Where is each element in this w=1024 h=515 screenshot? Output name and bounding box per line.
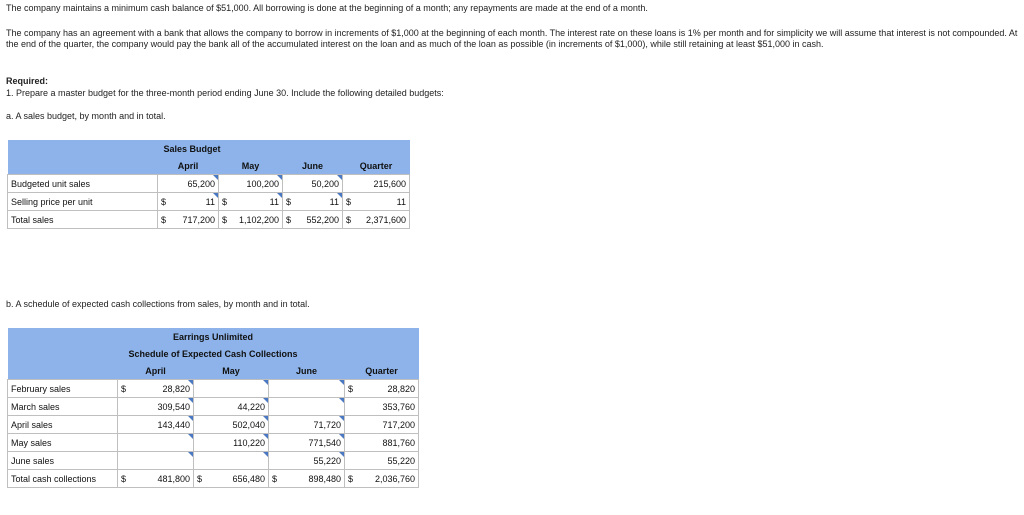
sales-col-may: May [219, 157, 283, 175]
sales-col-april: April [158, 157, 219, 175]
input-cell[interactable]: $ 11 [219, 193, 283, 211]
collections-subtitle: Schedule of Expected Cash Collections [8, 345, 419, 362]
input-cell[interactable] [194, 380, 269, 398]
cash-collections-table [7, 328, 419, 488]
value-cell: $ 717,200 [158, 211, 219, 229]
input-cell[interactable]: $ 11 [283, 193, 343, 211]
coll-col-june: June [269, 362, 345, 380]
row-label: Budgeted unit sales [8, 175, 158, 193]
value-cell: $ 1,102,200 [219, 211, 283, 229]
part-b-text: b. A schedule of expected cash collections from sales, by month and in total. [6, 299, 310, 309]
input-cell[interactable]: 44,220 [194, 398, 269, 416]
input-cell[interactable]: 100,200 [219, 175, 283, 193]
value-cell: 55,220 [345, 452, 419, 470]
sales-budget-title: Sales Budget [158, 140, 410, 157]
sales-col-quarter: Quarter [343, 157, 410, 175]
table-row [8, 452, 419, 470]
input-cell[interactable] [118, 452, 194, 470]
input-cell[interactable]: 71,720 [269, 416, 345, 434]
value-cell: $ 2,036,760 [345, 470, 419, 488]
input-cell[interactable]: 50,200 [283, 175, 343, 193]
row-label: Total sales [8, 211, 158, 229]
coll-col-quarter: Quarter [345, 362, 419, 380]
row-label: February sales [8, 380, 118, 398]
sales-col-june: June [283, 157, 343, 175]
value-cell: 353,760 [345, 398, 419, 416]
required-label: Required: [6, 76, 49, 86]
row-label: June sales [8, 452, 118, 470]
input-cell[interactable]: $ 28,820 [118, 380, 194, 398]
input-cell[interactable]: 143,440 [118, 416, 194, 434]
table-row [8, 380, 419, 398]
collections-title: Earrings Unlimited [8, 328, 419, 345]
value-cell: $ 898,480 [269, 470, 345, 488]
row-label: Total cash collections [8, 470, 118, 488]
value-cell: 215,600 [343, 175, 410, 193]
value-cell: $ 656,480 [194, 470, 269, 488]
row-label: May sales [8, 434, 118, 452]
table-row [8, 175, 410, 193]
intro-line-2: The company has an agreement with a bank that allows the company to borrow in increments of $1,000 at the beginning of each month. The interest rate on these loans is 1% per month and for simplicity we will assume that interest is not compounded. At the end of the quarter, the company would pay the bank all of the accumulated interest on the loan and as much of the loan as possible (in increments of $1,000), while still retaining at least $51,000 in cash. [6, 28, 1018, 49]
value-cell: $ 552,200 [283, 211, 343, 229]
input-cell[interactable]: 110,220 [194, 434, 269, 452]
intro-line-1: The company maintains a minimum cash balance of $51,000. All borrowing is done at the beginning of a month; any repayments are made at the end of a month. [6, 3, 648, 13]
input-cell[interactable]: 502,040 [194, 416, 269, 434]
value-cell: 881,760 [345, 434, 419, 452]
value-cell: $ 11 [343, 193, 410, 211]
row-label: March sales [8, 398, 118, 416]
input-cell[interactable]: 309,540 [118, 398, 194, 416]
table-row [8, 193, 410, 211]
table-row [8, 398, 419, 416]
table-row [8, 470, 419, 488]
input-cell[interactable]: 771,540 [269, 434, 345, 452]
value-cell: 717,200 [345, 416, 419, 434]
part-a-text: a. A sales budget, by month and in total. [6, 111, 166, 121]
input-cell[interactable] [269, 380, 345, 398]
table-row [8, 416, 419, 434]
input-cell[interactable] [118, 434, 194, 452]
value-cell: $ 2,371,600 [343, 211, 410, 229]
table-row [8, 434, 419, 452]
value-cell: $ 28,820 [345, 380, 419, 398]
input-cell[interactable] [269, 398, 345, 416]
input-cell[interactable]: 55,220 [269, 452, 345, 470]
table-row [8, 211, 410, 229]
coll-col-may: May [194, 362, 269, 380]
input-cell[interactable] [194, 452, 269, 470]
sales-budget-table [7, 140, 410, 229]
coll-col-april: April [118, 362, 194, 380]
value-cell: $ 481,800 [118, 470, 194, 488]
required-text: 1. Prepare a master budget for the three-month period ending June 30. Include the following detailed budgets: [6, 88, 444, 98]
input-cell[interactable]: 65,200 [158, 175, 219, 193]
row-label: April sales [8, 416, 118, 434]
input-cell[interactable]: $ 11 [158, 193, 219, 211]
row-label: Selling price per unit [8, 193, 158, 211]
